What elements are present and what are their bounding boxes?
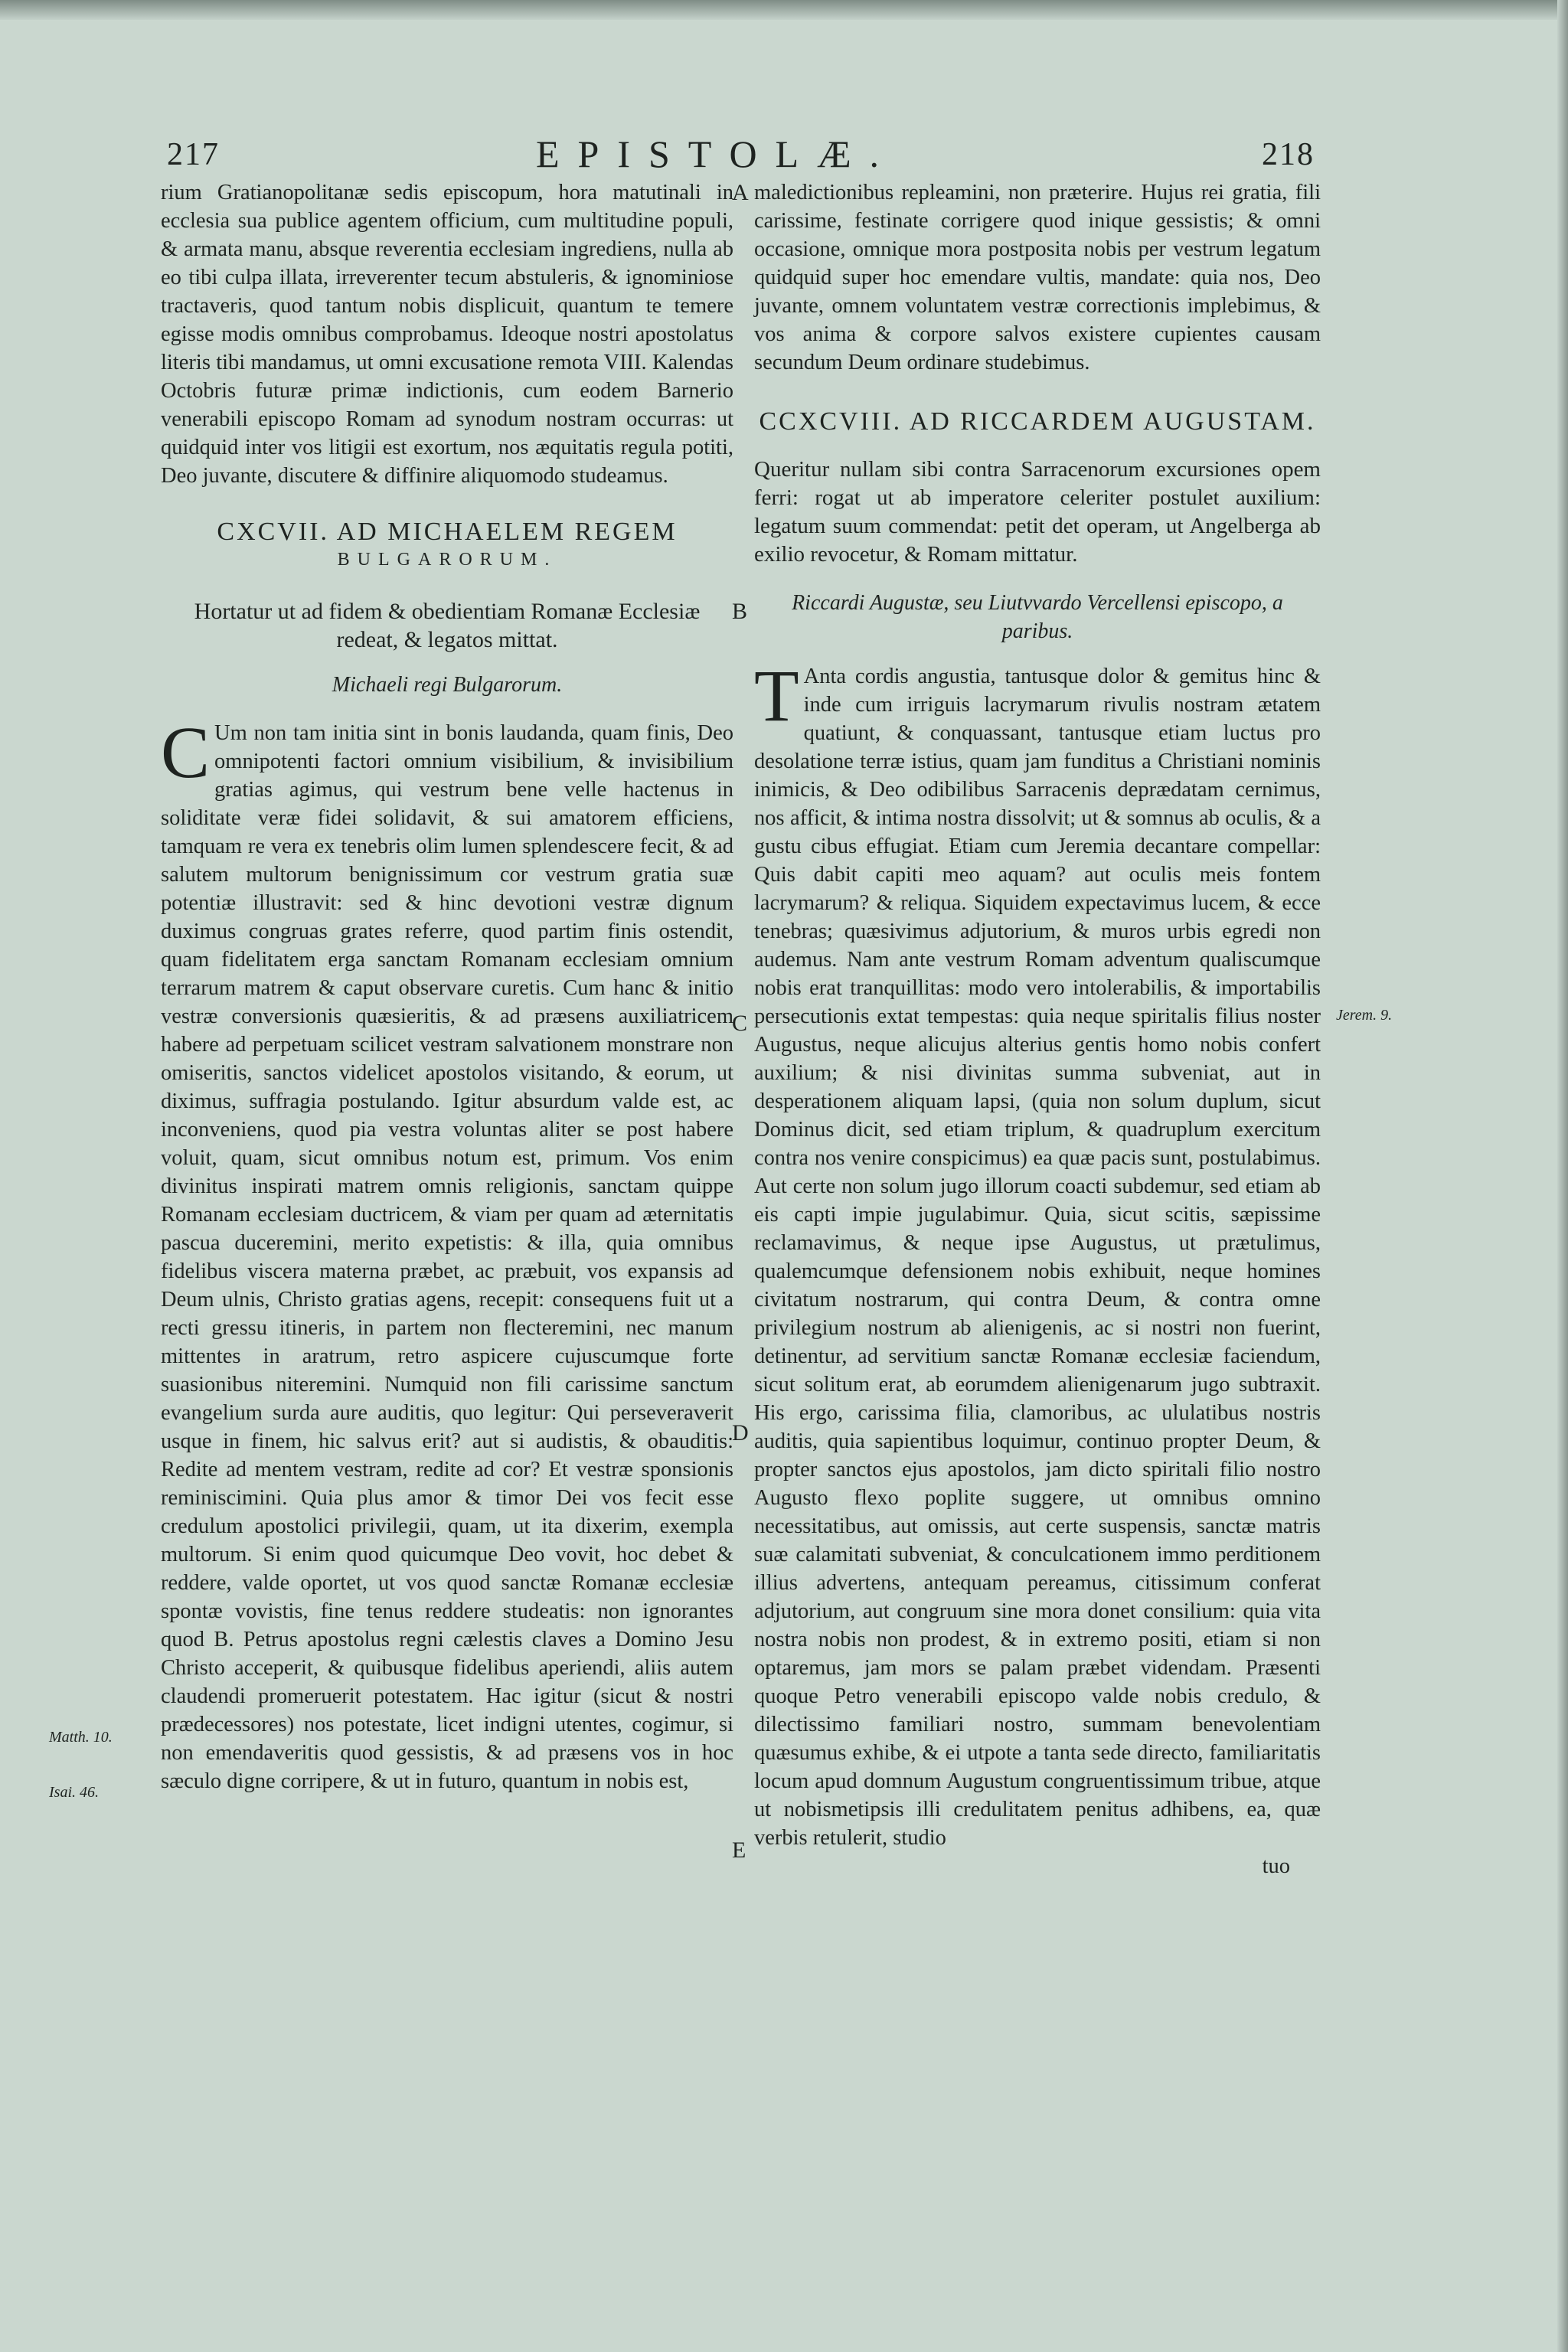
- right-column: [754, 178, 1321, 1880]
- page-right-edge: [1557, 0, 1568, 2352]
- letter-197-heading: CXCVII. AD MICHAELEM REGEM: [217, 518, 678, 546]
- margin-letter-c: C: [732, 1011, 748, 1036]
- letter-197-dropcap: C: [161, 711, 211, 793]
- page-top-edge: [0, 0, 1568, 20]
- letter-298-body: [754, 655, 1321, 1852]
- margin-letter-e: E: [732, 1838, 746, 1863]
- letter-197-subheading: BULGARORUM.: [337, 550, 557, 570]
- margin-letter-b: B: [732, 599, 748, 624]
- letter-197-body: [161, 711, 733, 1795]
- page-number-left: 217: [167, 137, 220, 172]
- letter-298-addressee: Riccardi Augustæ, seu Liutvvardo Vercellensi episcopo, a paribus.: [792, 591, 1283, 643]
- letter-298-text: Anta cordis angustia, tantusque dolor & gemitus hinc & inde cum irriguis lacrymarum rivulis nostram ætatem quatiunt, & conquassant, tantusque etiam luctus pro desolatione terræ istius, quam jam funditus a Christiani nominis inimicis, & Deo odibilibus Sarracenis deprædatam cernimus, nos afficit, & intima nostra dissolvit; ut & somnus ab oculis, & a gustu cibus effugiat. Etiam cum Jeremia decantare compellar: Quis dabit capiti meo aquam? aut oculis meis fontem lacrymarum? & reliqua. Siquidem expectavimus lucem, & ecce tenebras; quæsivimus adjutorium, & muros urbis egredi non audemus. Nam ante vestrum Romam adventum qualiscumque nobis erat tranquillitas: modo vero intolerabilis, & importabilis persecutionis extat tempestas: quia neque spiritalis filius noster Augustus, neque alicujus alterius gentis homo nobis confert auxilium; & nisi divinitas summa subveniat, aut in desperationem aliquam lapsi, (quia non solum duplum, sicut Dominus dicit, sed etiam triplum, & quadruplum exercitum contra nos venire conspicimus) ea quæ pacis sunt, postulabimus. Aut certe non solum jugo illorum coacti subdemur, sed etiam ab eis capti impie jugulabimur. Quia, sicut scitis, sæpissime reclamavimus, & neque ipse Augustus, ut prætulimus, qualemcumque defensionem nobis exhibuit, neque homines civitatum nostrarum, qui contra Deum, & contra omne privilegium nostrum ab alienigenis, ac si nostri non fuerint, detinentur, ad servitium sanctæ Romanæ ecclesiæ faciendum, sicut solitum erat, ab eorumdem alienigenarum jugo subtraxit. His ergo, carissima filia, clamoribus, ac ululatibus nostris auditis, quia sapientibus loquimur, continuo propter Deum, & propter sanctos ejus apostolos, jam dicto spiritali filio nostro Augusto flexo poplite suggere, ut omnibus omnino necessitatibus, aut omissis, aut certe suspensis, sanctæ matris suæ calamitati subveniat, & conculcationem immo perditionem illius advertens, antequam pereamus, citissimum conferat adjutorium, aut congruum sine mora donet consilium: quia vita nostra nobis non prodest, & in extremo positi, etiam si non optaremus, jam mors se palam præbet videndam. Præsenti quoque Petro venerabili episcopo valde nobis credulo, & dilectissimo familiari nostro, summam benevolentiam quæsumus exhibe, & ei utpote a tanta sede directo, familiaritatis locum apud domnum Augustum congruentissimum tribue, atque ut nobismetipsis illi credulitatem penitus adhibens, ea, quæ verbis retulerit, studio: [754, 665, 1321, 1850]
- margin-note-matth: Matth. 10.: [49, 1729, 113, 1746]
- margin-letter-a: A: [732, 180, 749, 205]
- letter-197-summary: Hortatur ut ad fidem & obedientiam Romanæ Ecclesiæ redeat, & legatos mittat.: [194, 599, 701, 652]
- catchword: tuo: [1262, 1854, 1290, 1878]
- margin-note-jerem: Jerem. 9.: [1336, 1007, 1393, 1024]
- left-column: [161, 178, 733, 1795]
- margin-note-isai: Isai. 46.: [49, 1784, 99, 1801]
- letter-298-summary: Queritur nullam sibi contra Sarracenorum excursiones opem ferri: rogat ut ab imperatore celeriter postulet auxilium: legatum suum commendat: petit det operam, ut Angelberga ab exilio revocetur, & Romam mittatur.: [754, 457, 1321, 567]
- running-title: EPISTOLÆ.: [536, 132, 898, 175]
- right-continuation-text: maledictionibus repleamini, non præterire. Hujus rei gratia, fili carissime, festinate corrigere quod inique gessistis; & omni occasione, omnique mora postposita nobis per vestrum legatum quidquid super hoc emendare vultis, mandate: quia nos, Deo juvante, omnem voluntatem vestræ correctionis implebimus, & vos anima & corpore salvos existere cupientes causam secundum Deum ordinare studebimus.: [754, 181, 1321, 374]
- margin-letter-d: D: [732, 1420, 749, 1446]
- letter-197-text: Um non tam initia sint in bonis laudanda, quam finis, Deo omnipotenti factori omnium visibilium, & invisibilium gratias agimus, qui vestrum bene velle hactenus in soliditate veræ fidei solidavit, & sui amatorem efficiens, tamquam re vera ex tenebris olim lumen splendescere fecit, & ad salutem multorum benignissimum cor vestrum gratia suæ potentiæ illustravit: sed & hinc devotioni vestræ dignum duximus congruas grates referre, quod partim finis ostendit, quam fidelitatem erga sanctam Romanam ecclesiam omnium terrarum matrem & caput observare curetis. Cum hanc & initio vestræ conversionis quæsieritis, & ad præsens auxiliatricem habere ad perpetuam scilicet vestram salvationem monstrare non omiseritis, sanctos videlicet apostolos visitando, & eorum, ut diximus, suffragia postulando. Igitur absurdum valde est, ac inconveniens, quod pia vestra voluntas aliter se post habere voluit, quam, sicut omnibus notum est, primum. Vos enim divinitus inspirati matrem omnis religionis, sanctam quippe Romanam ecclesiam ductricem, & viam per quam ad æternitatis pascua duceremini, merito expetistis: & illa, quia omnibus fidelibus viscera materna præbet, ac præbuit, vos expansis ad Deum ulnis, Christo gratias agens, recepit: consequens fuit ut a recti gressu itineris, in partem non flecteremini, nec manum mittentes in aratrum, retro aspicere cujuscumque forte suasionibus niteremini. Numquid non fili carissime sanctum evangelium surda aure auditis, quo legitur: Qui perseveraverit usque in finem, hic salvus erit? aut si audistis, & obauditis: Redite ad mentem vestram, redite ad cor? Et vestræ sponsionis reminiscimini. Quia plus amor & timor Dei vos fecit esse credulum apostolici privilegii, quam, ut ita dixerim, exempla multorum. Si enim quod quicumque Deo vovit, hoc debet & reddere, valde oportet, ut vos quod sanctæ Romanæ ecclesiæ spontæ vovistis, fine tenus reddere studeatis: non ignorantes quod B. Petrus apostolus regni cælestis claves a Domino Jesu Christo acceperit, & quibusque fidelibus aperiendi, aliis autem claudendi promeruerit potestatem. Hac igitur (sicut & nostri prædecessores) nos potestate, licet indigni utentes, cogimur, si non emendaveritis quod gessistis, & ad præsens vos in hoc sæculo digne corripere, & ut in futuro, quantum in nobis est,: [161, 721, 733, 1793]
- page-number-right: 218: [1262, 137, 1315, 172]
- letter-298-heading: CCXCVIII. AD RICCARDEM AUGUSTAM.: [759, 407, 1316, 436]
- letter-197-addressee: Michaeli regi Bulgarorum.: [332, 673, 563, 697]
- letter-298-dropcap: T: [754, 655, 799, 737]
- left-continuation-text: rium Gratianopolitanæ sedis episcopum, hora matutinali in ecclesia sua publice agentem officium, cum multitudine populi, & armata manu, absque reverentia ecclesiam ingrediens, nulla ab eo tibi culpa illata, irreverenter tecum abstuleris, & ignominiose tractaveris, quod tantum nobis displicuit, quantum te temere egisse modis omnibus comprobamus. Ideoque nostri apostolatus literis tibi mandamus, ut omni excusatione remota VIII. Kalendas Octobris futuræ primæ indictionis, cum eodem Barnerio venerabili episcopo Romam ad synodum nostram occurras: ut quidquid inter vos litigii est exortum, nos æquitatis regula potiti, Deo juvante, discutere & diffinire aliquomodo studeamus.: [161, 181, 733, 488]
